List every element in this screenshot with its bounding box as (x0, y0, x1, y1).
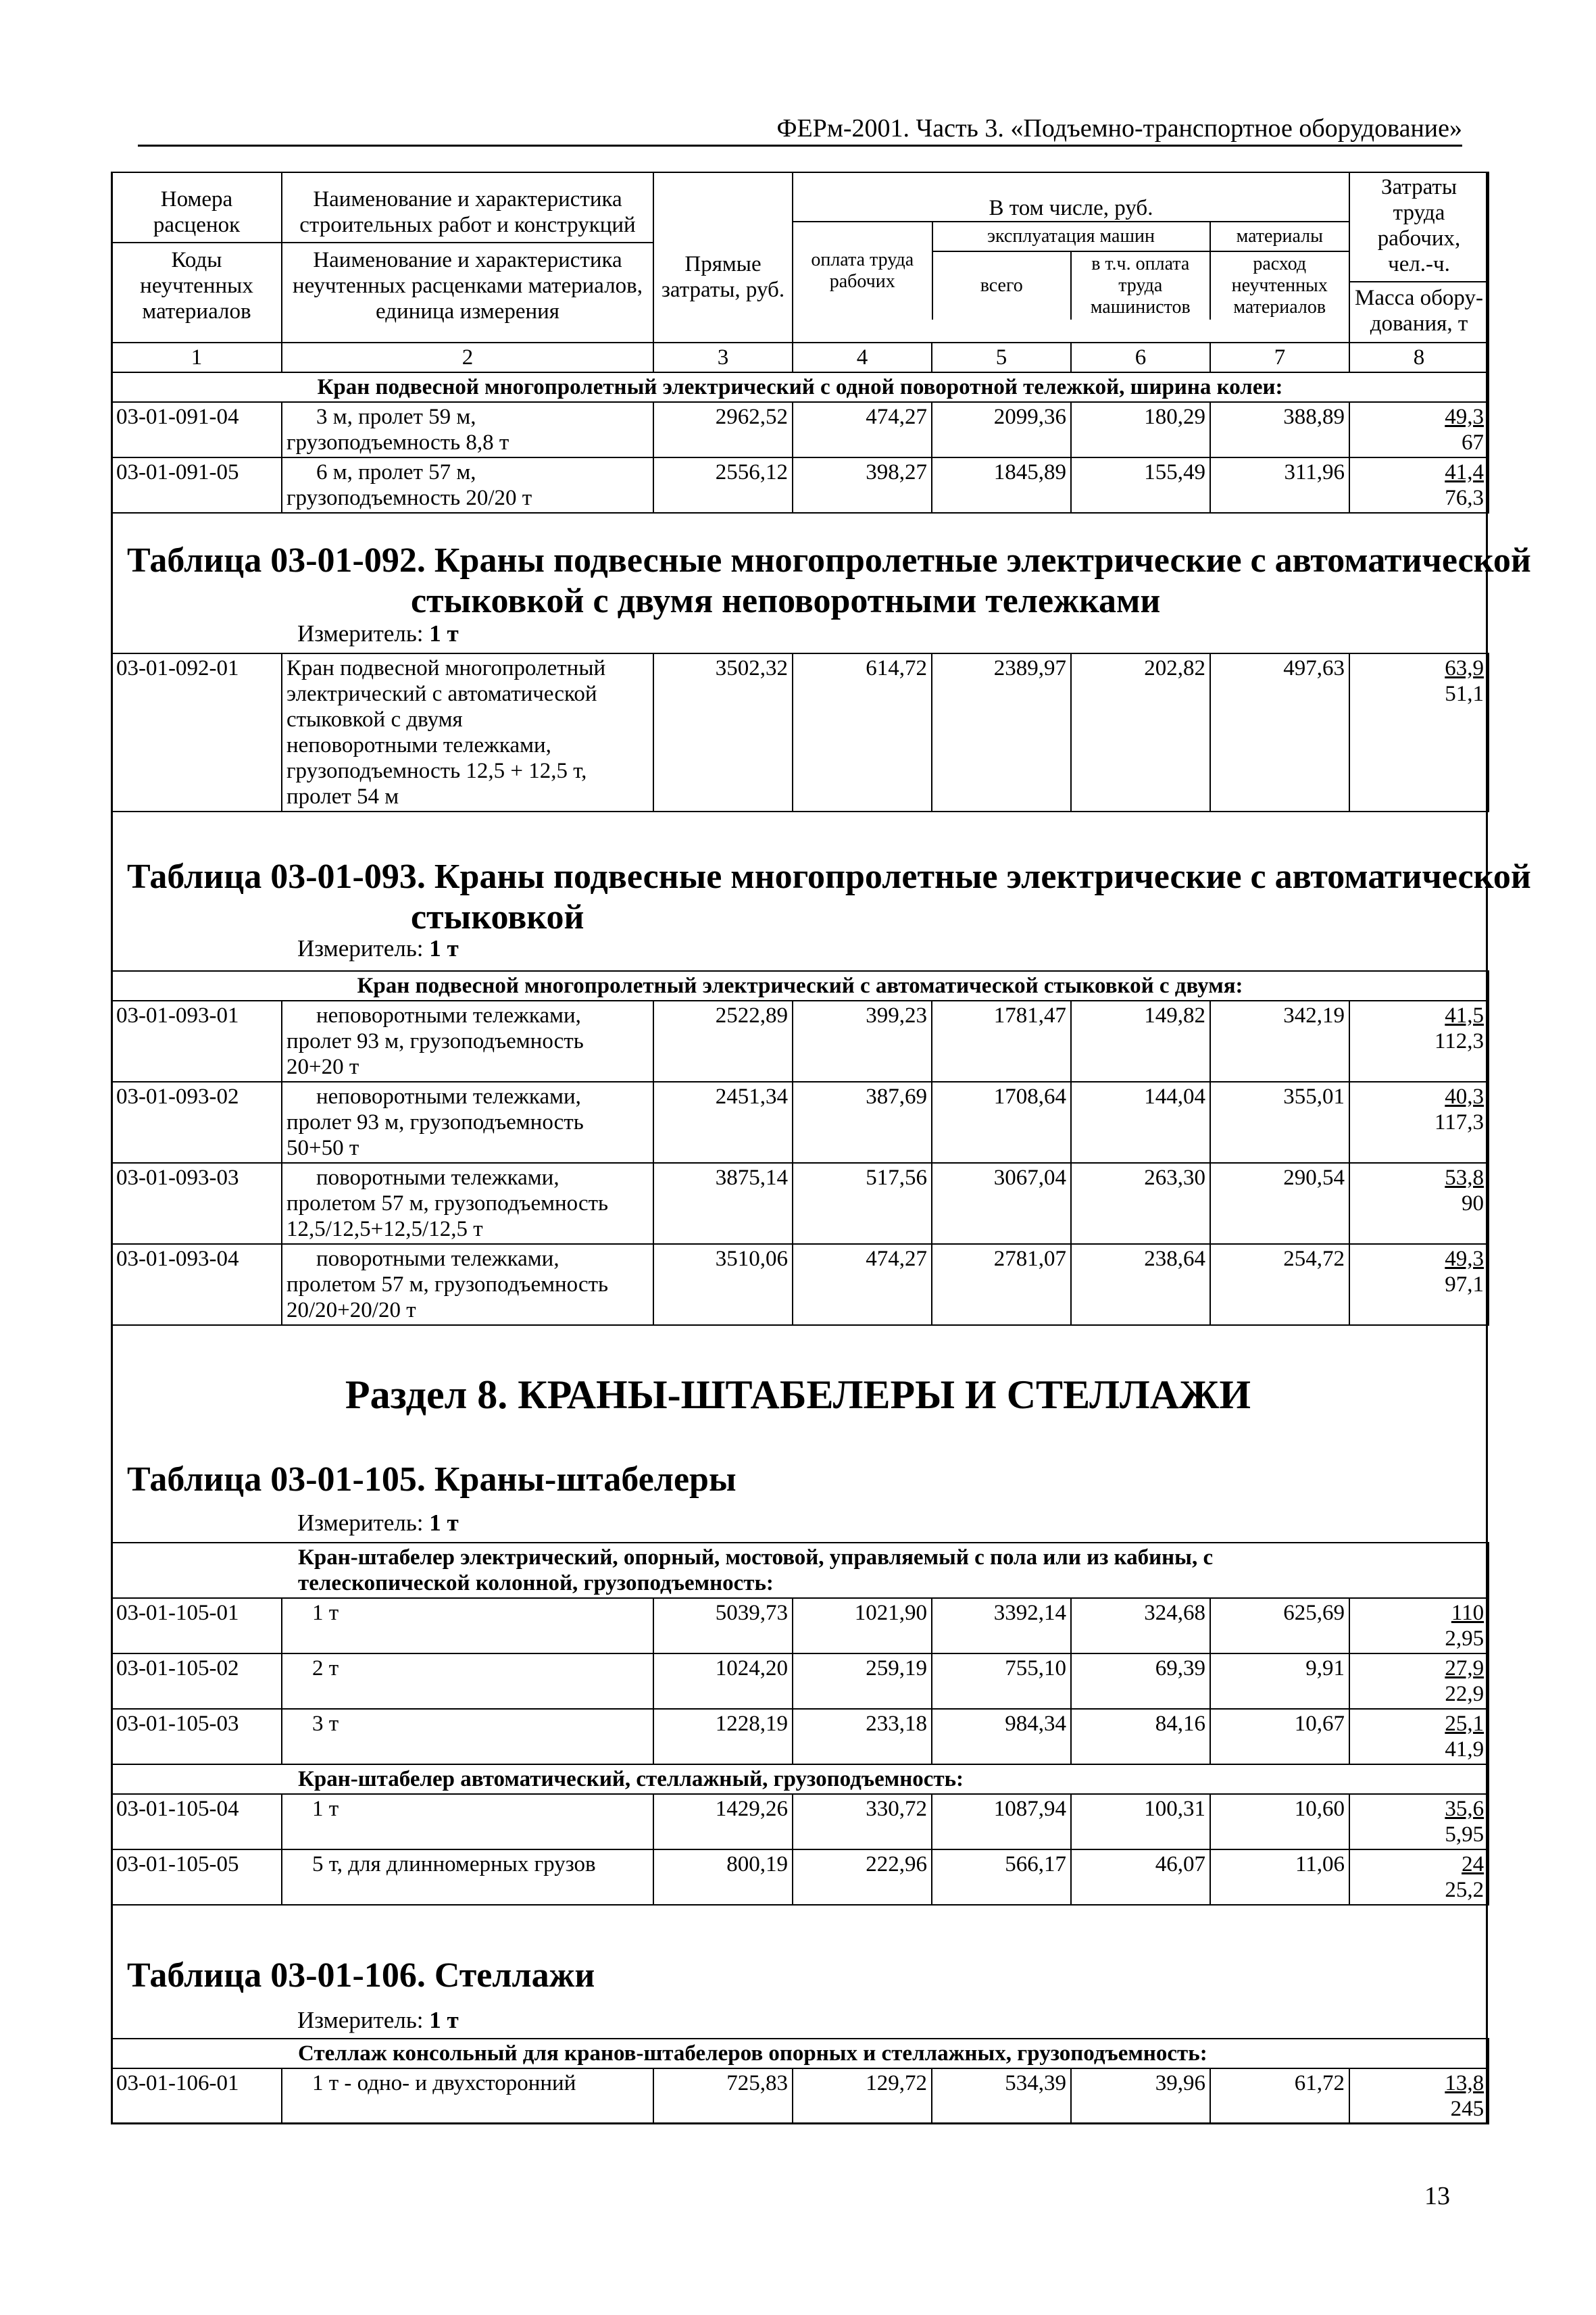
table-row: 03-01-105-05 5 т, для длинномерных грузов 800,19 222,96 566,17 46,07 11,06 24 25,2 (111, 1849, 1489, 1905)
col-header-machines: эксплуатация машин (932, 222, 1210, 251)
col-num: 5 (932, 343, 1071, 372)
table-row: 03-01-105-01 1 т 5039,73 1021,90 3392,14 324,68 625,69 110 2,95 (111, 1598, 1489, 1653)
rate-code: 03-01-091-05 (111, 457, 282, 513)
col-header-including: В том числе, руб. оплата труда рабочих эксплуатация машин материалы всего в т.ч. оплата труда машинистов расход неучтенных материалов (793, 172, 1349, 343)
table-row: 03-01-105-03 3 т 1228,19 233,18 984,34 84,16 10,67 25,1 41,9 (111, 1709, 1489, 1764)
col-header-direct: Прямые затраты, руб. (653, 172, 793, 343)
group-heading: Кран подвесной многопролетный электрический с автоматической стыковкой с двумя: (111, 971, 1489, 1001)
rate-code: 03-01-092-01 (111, 653, 282, 812)
group-heading: Кран-штабелер автоматический, стеллажный, грузоподъемность: (111, 1764, 1489, 1794)
table-title-092: Таблица 03-01-092. Краны подвесные многопролетные электрические с автоматической стыковкой с двумя неповоротными тележками (127, 541, 1531, 620)
col-header-work: Затраты труда рабочих, чел.-ч. Масса обору-дования, т (1349, 172, 1489, 343)
table-title-093: Таблица 03-01-093. Краны подвесные многопролетные электрические с автоматической стыковкой (127, 857, 1531, 937)
col-num: 2 (282, 343, 653, 372)
measure-106: Измеритель: 1 т (297, 2007, 459, 2033)
table-row: 03-01-105-04 1 т 1429,26 330,72 1087,94 100,31 10,60 35,6 5,95 (111, 1794, 1489, 1849)
group-heading: Стеллаж консольный для кранов-штабелеров опорных и стеллажных, грузоподъемность: (111, 2039, 1489, 2068)
page-number: 13 (1424, 2182, 1450, 2210)
header-rule (138, 145, 1462, 147)
table-row: 03-01-093-02 неповоротными тележками, пролет 93 м, грузоподъемность 50+50 т 2451,34 387,69 1708,64 144,04 355,01 40,3 117,3 (111, 1082, 1489, 1163)
table-106 (111, 2038, 1489, 2124)
col-num: 7 (1210, 343, 1349, 372)
table-091 (111, 172, 1489, 514)
col-num: 3 (653, 343, 793, 372)
measure-093: Измеритель: 1 т (297, 935, 459, 962)
rate-code: 03-01-091-04 (111, 402, 282, 457)
col-header-unaccounted: расход неучтенных материалов (1231, 253, 1328, 318)
work-name: 3 м, пролет 59 м, грузоподъемность 8,8 т (282, 402, 653, 457)
col-header-names: Наименование и характеристика строительных работ и конструкций Наименование и характеристика неучтенных расценками материалов, единица измерения (282, 172, 653, 343)
work-name: Кран подвесной многопролетный электрический с автоматической стыковкой с двумя неповоротными тележками, грузоподъемность 12,5 + 12,5 т, пролет 54 м (282, 653, 653, 812)
table-row: 03-01-106-01 1 т - одно- и двухсторонний 725,83 129,72 534,39 39,96 61,72 13,8 245 (111, 2068, 1489, 2124)
col-num: 8 (1349, 343, 1489, 372)
table-row: 03-01-091-04 3 м, пролет 59 м, грузоподъемность 8,8 т 2962,52 474,27 2099,36 180,29 388,89 49,3 67 (111, 402, 1489, 457)
work-name: 6 м, пролет 57 м, грузоподъемность 20/20 т (282, 457, 653, 513)
table-row: 03-01-105-02 2 т 1024,20 259,19 755,10 69,39 9,91 27,9 22,9 (111, 1653, 1489, 1709)
col-header-codes: Номера расценок Коды неучтенных материалов (111, 172, 282, 343)
table-092 (111, 653, 1489, 812)
col-header-total: всего (932, 251, 1072, 320)
table-row: 03-01-093-01 неповоротными тележками, пролет 93 м, грузоподъемность 20+20 т 2522,89 399,23 1781,47 149,82 342,19 41,5 112,3 (111, 1001, 1489, 1082)
col-header-materials: материалы (1210, 222, 1349, 251)
measure-105: Измеритель: 1 т (297, 1510, 459, 1536)
measure-092: Измеритель: 1 т (297, 620, 459, 647)
table-093 (111, 970, 1489, 1326)
col-num: 4 (793, 343, 932, 372)
table-105 (111, 1542, 1489, 1906)
group-heading: Кран подвесной многопролетный электрический с одной поворотной тележкой, ширина колеи: (111, 372, 1489, 402)
col-num: 6 (1071, 343, 1210, 372)
section-title: Раздел 8. КРАНЫ-ШТАБЕЛЕРЫ И СТЕЛЛАЖИ (345, 1372, 1251, 1417)
running-header: ФЕРм-2001. Часть 3. «Подъемно-транспортное оборудование» (776, 114, 1462, 143)
table-row: 03-01-092-01 Кран подвесной многопролетный электрический с автоматической стыковкой с двумя неповоротными тележками, грузоподъемность 12,5 + 12,5 т, пролет 54 м 3502,32 614,72 2389,97 202,82 497,63 63,9 51,1 (111, 653, 1489, 812)
group-heading: Кран-штабелер электрический, опорный, мостовой, управляемый с пола или из кабины, с телескопической колонной, грузоподъемность: (111, 1543, 1489, 1598)
table-title-105: Таблица 03-01-105. Краны-штабелеры (127, 1460, 737, 1499)
col-header-operators: в т.ч. оплата труда машинистов (1071, 251, 1210, 320)
table-title-106: Таблица 03-01-106. Стеллажи (127, 1956, 595, 1995)
table-row: 03-01-091-05 6 м, пролет 57 м, грузоподъемность 20/20 т 2556,12 398,27 1845,89 155,49 311,96 41,4 76,3 (111, 457, 1489, 513)
table-row: 03-01-093-03 поворотными тележками, пролетом 57 м, грузоподъемность 12,5/12,5+12,5/12,5 т 3875,14 517,56 3067,04 263,30 290,54 53,8 90 (111, 1163, 1489, 1244)
col-header-labor: оплата труда рабочих (793, 222, 932, 320)
col-num: 1 (111, 343, 282, 372)
table-row: 03-01-093-04 поворотными тележками, пролетом 57 м, грузоподъемность 20/20+20/20 т 3510,06 474,27 2781,07 238,64 254,72 49,3 97,1 (111, 1244, 1489, 1325)
